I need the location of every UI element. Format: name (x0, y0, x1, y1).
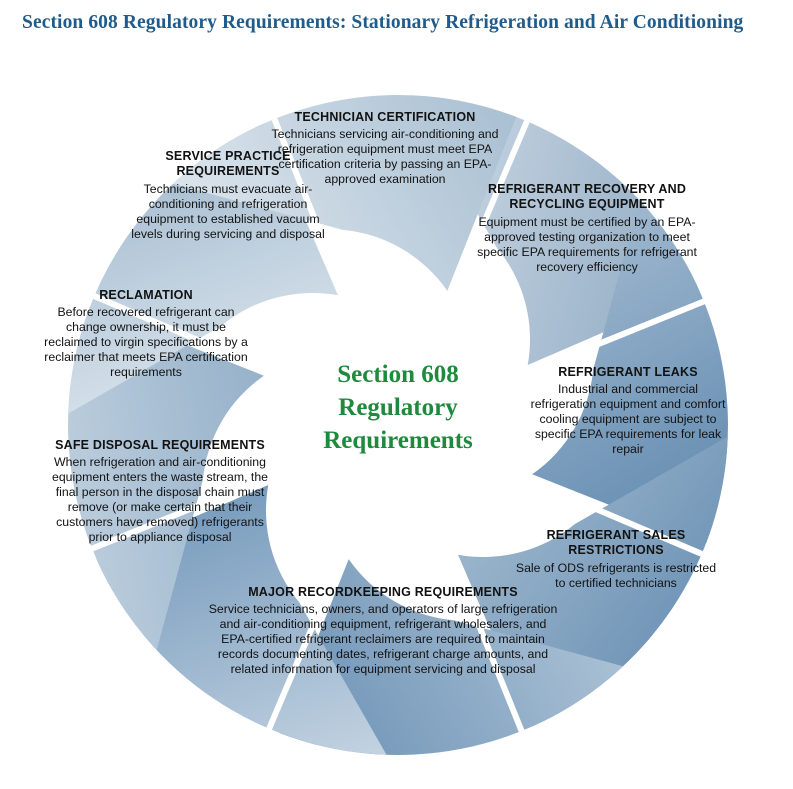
segment-title: SAFE DISPOSAL REQUIREMENTS (55, 438, 265, 452)
segment-title: SERVICE PRACTICE REQUIREMENTS (165, 149, 291, 179)
hub-line-3: Requirements (323, 427, 473, 454)
segment-body: When refrigeration and air-conditioning equipment enters the waste stream, the final person in the disposal chain must remove (or make certain that their customers have removed) refrigerants prior to appliance disposal (52, 455, 268, 545)
donut-diagram (18, 70, 778, 780)
segment-body: Service technicians, owners, and operators of large refrigeration and air-conditioning equipment, refrigerant wholesalers, and EPA-certified refrigerant reclaimers are required to maintain records documenting dates, refrigerant charge amounts, and related information for equipment servicing and disposal (208, 602, 558, 677)
hub-line-1: Section 608 (337, 361, 459, 388)
segment-title: REFRIGERANT SALES RESTRICTIONS (546, 528, 686, 558)
page-title: Section 608 Regulatory Requirements: Stationary Refrigeration and Air Conditioning (22, 12, 744, 33)
segment-body: Before recovered refrigerant can change ownership, it must be reclaimed to virgin specifications by a reclaimer that meets EPA certification requirements (44, 305, 248, 380)
segment-title: RECLAMATION (99, 288, 193, 302)
donut-wheel-svg (18, 70, 778, 780)
segment-title: TECHNICIAN CERTIFICATION (294, 110, 476, 124)
segment-body: Sale of ODS refrigerants is restricted to certified technicians (515, 560, 717, 590)
segment-title: REFRIGERANT RECOVERY AND RECYCLING EQUIPMENT (487, 182, 687, 212)
segment-body: Equipment must be certified by an EPA-approved testing organization to meet specific EPA requirements for refrigerant recovery efficiency (477, 214, 697, 274)
segment-body: Technicians servicing air-conditioning and refrigeration equipment must meet EPA certification criteria by passing an EPA-approved examination (271, 127, 499, 187)
segment-title: REFRIGERANT LEAKS (558, 365, 698, 379)
segment-body: Industrial and commercial refrigeration equipment and comfort cooling equipment are subject to specific EPA requirements for leak repair (530, 382, 726, 457)
hub-circle (255, 282, 541, 568)
segment-title: MAJOR RECORDKEEPING REQUIREMENTS (248, 585, 518, 599)
hub-line-2: Regulatory (338, 394, 458, 421)
segment-body: Technicians must evacuate air-conditioning and refrigeration equipment to established vacuum levels during servicing and disposal (131, 181, 325, 241)
